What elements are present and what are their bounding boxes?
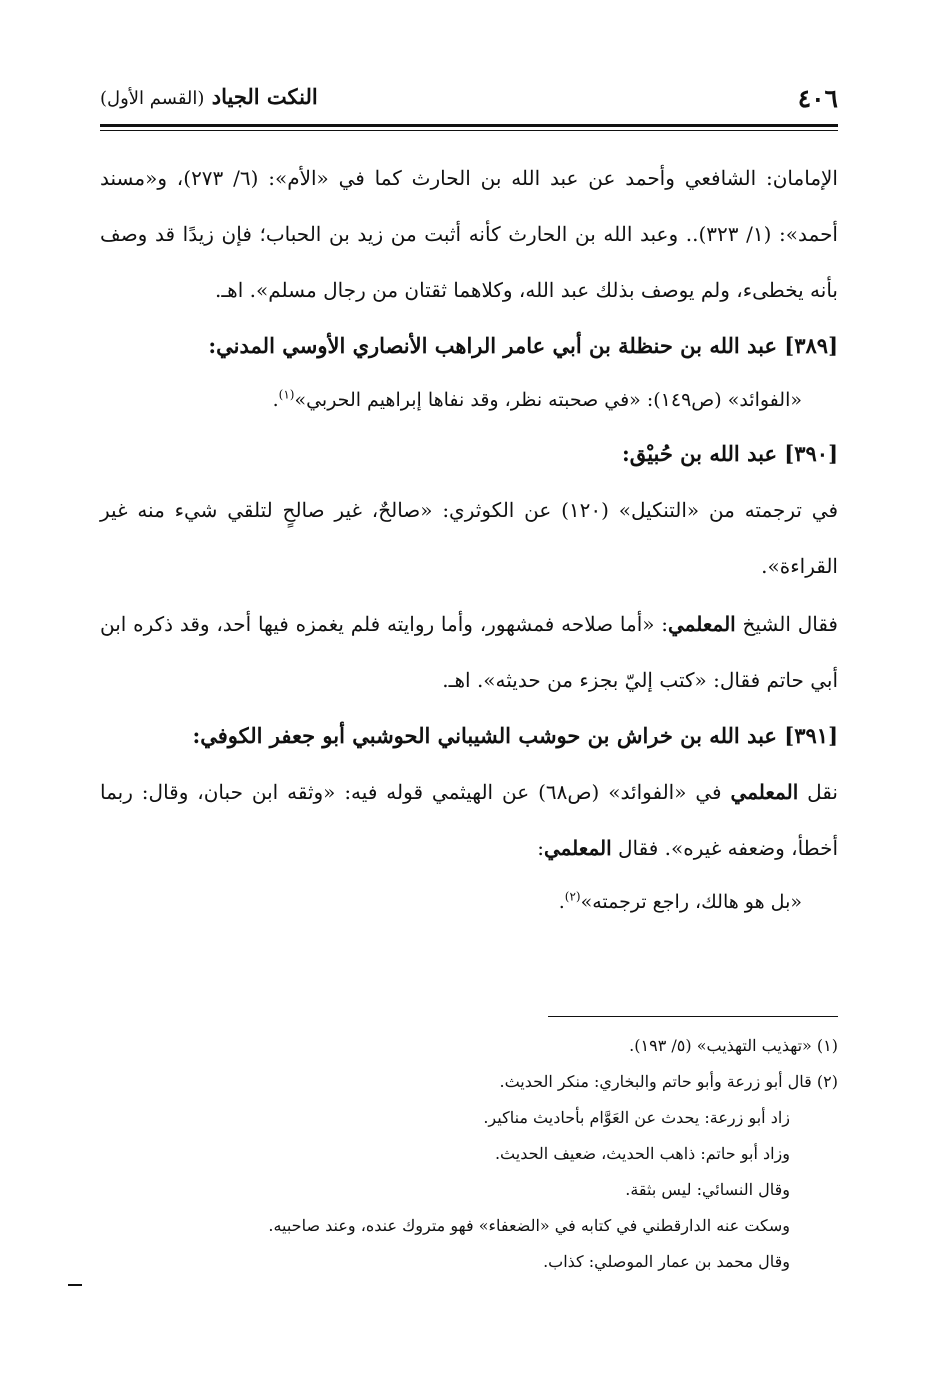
entry-390-p2-post: : «أما صلاحه فمشهور، وأما روايته فلم يغمزه فيها أحد، وقد ذكره ابن أبي حاتم فقال: «كتب إليّ بجزء من حديثه». اهـ. bbox=[100, 612, 838, 692]
entry-heading-390: [٣٩٠] عبد الله بن حُبيْق: bbox=[621, 441, 838, 466]
paragraph-continuation: الإمامان: الشافعي وأحمد عن عبد الله بن الحارث كما في «الأم»: (٦/ ٢٧٣)، و«مسند أحمد»: (١/ ٣٢٣).. وعبد الله بن الحارث كأنه أثبت من زيد بن الحباب؛ فإن زيدًا قد وصف بأنه يخطىء، ولم يوصف بذلك عبد الله، وكلاهما ثقتان من رجال مسلم». اهـ. bbox=[100, 166, 838, 302]
entry-391-paragraph bbox=[100, 764, 838, 876]
footnote-ref-2: (٢) bbox=[564, 889, 581, 904]
entry-390-paragraph-1: في ترجمته من «التنكيل» (١٢٠) عن الكوثري: «صالحٌ، غير صالحٍ لتلقي شيء منه غير القراءة». bbox=[100, 498, 839, 578]
book-title: النكت الجياد bbox=[211, 84, 318, 109]
page-body bbox=[100, 150, 838, 928]
footnote-ref-1: (١) bbox=[278, 387, 295, 402]
entry-391-quote bbox=[100, 876, 838, 928]
entry-391-quote-end: . bbox=[558, 891, 565, 913]
entry-391-quote-text: «بل هو هالك، راجع ترجمته» bbox=[580, 891, 802, 913]
book-page bbox=[100, 0, 838, 1390]
footnotes bbox=[100, 1028, 838, 1280]
book-subtitle: (القسم الأول) bbox=[100, 88, 205, 109]
entry-391-mid: في «الفوائد» (ص٦٨) عن الهيثمي قوله فيه: «وثقه ابن حبان، وقال: ربما أخطأ، وضعفه غيره». فقال bbox=[100, 780, 838, 860]
entry-389-quote-end: . bbox=[272, 389, 279, 411]
entry-heading-391: [٣٩١] عبد الله بن خراش بن حوشب الشيباني الحوشبي أبو جعفر الكوفي: bbox=[192, 723, 838, 748]
page-number: ٤٠٦ bbox=[797, 84, 838, 113]
running-title bbox=[100, 84, 318, 109]
footnote-2-line: زاد أبو زرعة: يحدث عن العَوَّام بأحاديث مناكير. bbox=[483, 1108, 790, 1127]
entry-391-pre: نقل bbox=[798, 780, 838, 804]
margin-mark bbox=[68, 1284, 82, 1286]
footnote-2-line: وقال محمد بن عمار الموصلي: كذاب. bbox=[543, 1252, 790, 1271]
page-header bbox=[100, 82, 838, 122]
author-name-bold: المعلمي bbox=[730, 780, 799, 804]
entry-389-quote-text: «الفوائد» (ص١٤٩): «في صحبته نظر، وقد نفاها إبراهيم الحربي» bbox=[294, 389, 802, 411]
header-rule-thick bbox=[100, 124, 838, 127]
entry-390-paragraph-2 bbox=[100, 596, 838, 708]
entry-390-p2-pre: فقال الشيخ bbox=[735, 612, 838, 636]
footnote-2: (٢) قال أبو زرعة وأبو حاتم والبخاري: منكر الحديث. bbox=[499, 1072, 838, 1091]
entry-heading-389: [٣٨٩] عبد الله بن حنظلة بن أبي عامر الراهب الأنصاري الأوسي المدني: bbox=[208, 333, 838, 358]
author-name-bold: المعلمي bbox=[543, 836, 612, 860]
footnote-2-line: وقال النسائي: ليس بثقة. bbox=[625, 1180, 790, 1199]
footnote-2-line: وزاد أبو حاتم: ذاهب الحديث، ضعيف الحديث. bbox=[494, 1144, 790, 1163]
footnote-separator bbox=[548, 1016, 838, 1017]
entry-389-quote bbox=[100, 374, 838, 426]
entry-391-post: : bbox=[537, 836, 544, 860]
author-name-bold: المعلمي bbox=[668, 612, 736, 636]
footnote-1: (١) «تهذيب التهذيب» (٥/ ١٩٣). bbox=[629, 1036, 838, 1055]
header-rule-thin bbox=[100, 130, 838, 131]
footnote-2-line: وسكت عنه الدارقطني في كتابه في «الضعفاء» فهو متروك عنده، وعند صاحبيه. bbox=[268, 1216, 790, 1235]
